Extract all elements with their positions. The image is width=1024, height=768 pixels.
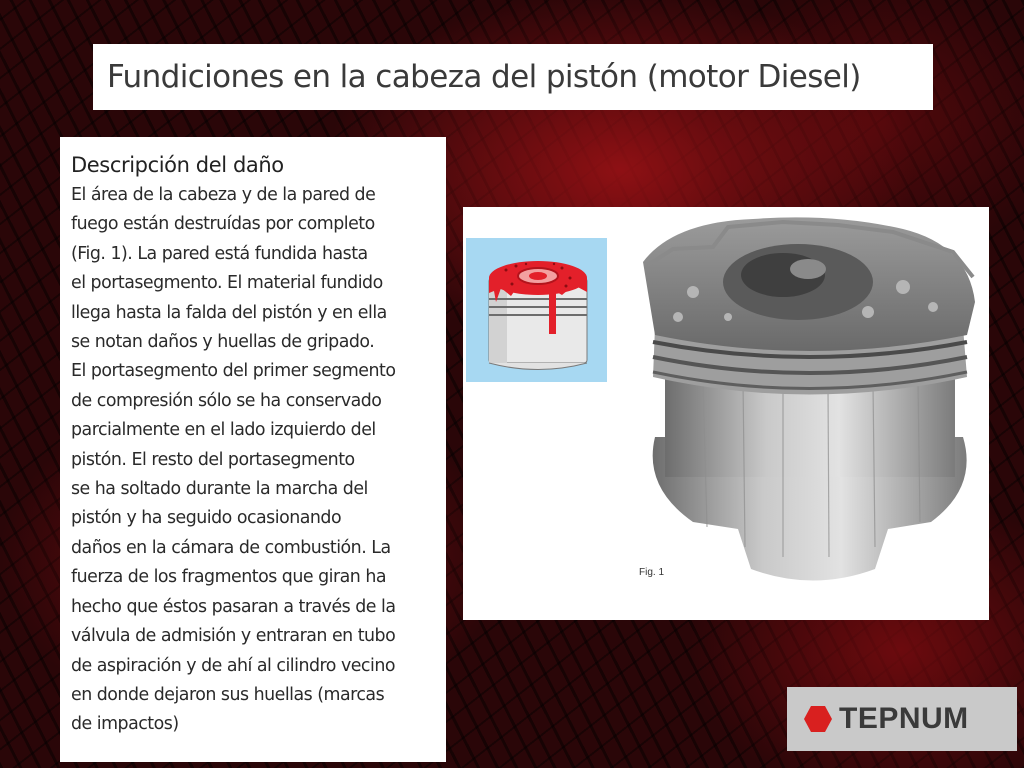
figure-panel xyxy=(463,207,989,620)
figure-caption: Fig. 1 xyxy=(639,567,665,578)
description-text: El área de la cabeza y de la pared de fuego están destruídas por completo (Fig. 1). La pared está fundida hasta el portasegmento. El material fundido llega hasta la falda del pistón y en ella se notan daños y huellas de gripado. El portasegmento del primer segmento de compresión sólo se ha conservado parcialmente en el lado izquierdo del pistón. El resto del portasegmento se ha soltado durante la marcha del pistón y ha seguido ocasionando daños en la cámara de combustión. La fuerza de los fragmentos que giran ha hecho que éstos pasaran a través de la válvula de admisión y entraran en tubo de aspiración y de ahí al cilindro vecino en donde dejaron sus huellas (marcas de impactos) xyxy=(71,185,396,735)
description-heading: Descripción del daño xyxy=(71,153,284,177)
hexagon-logo-icon xyxy=(803,705,833,733)
page-title: Fundiciones en la cabeza del pistón (motor Diesel) xyxy=(107,59,861,95)
description-panel xyxy=(60,137,446,762)
title-banner xyxy=(93,44,933,110)
piston-diagram xyxy=(466,238,607,382)
brand-logo xyxy=(787,687,1017,751)
damaged-piston-photo xyxy=(633,207,989,620)
piston-diagram-icon xyxy=(466,238,607,382)
logo-text: TEPNUM xyxy=(839,702,969,735)
